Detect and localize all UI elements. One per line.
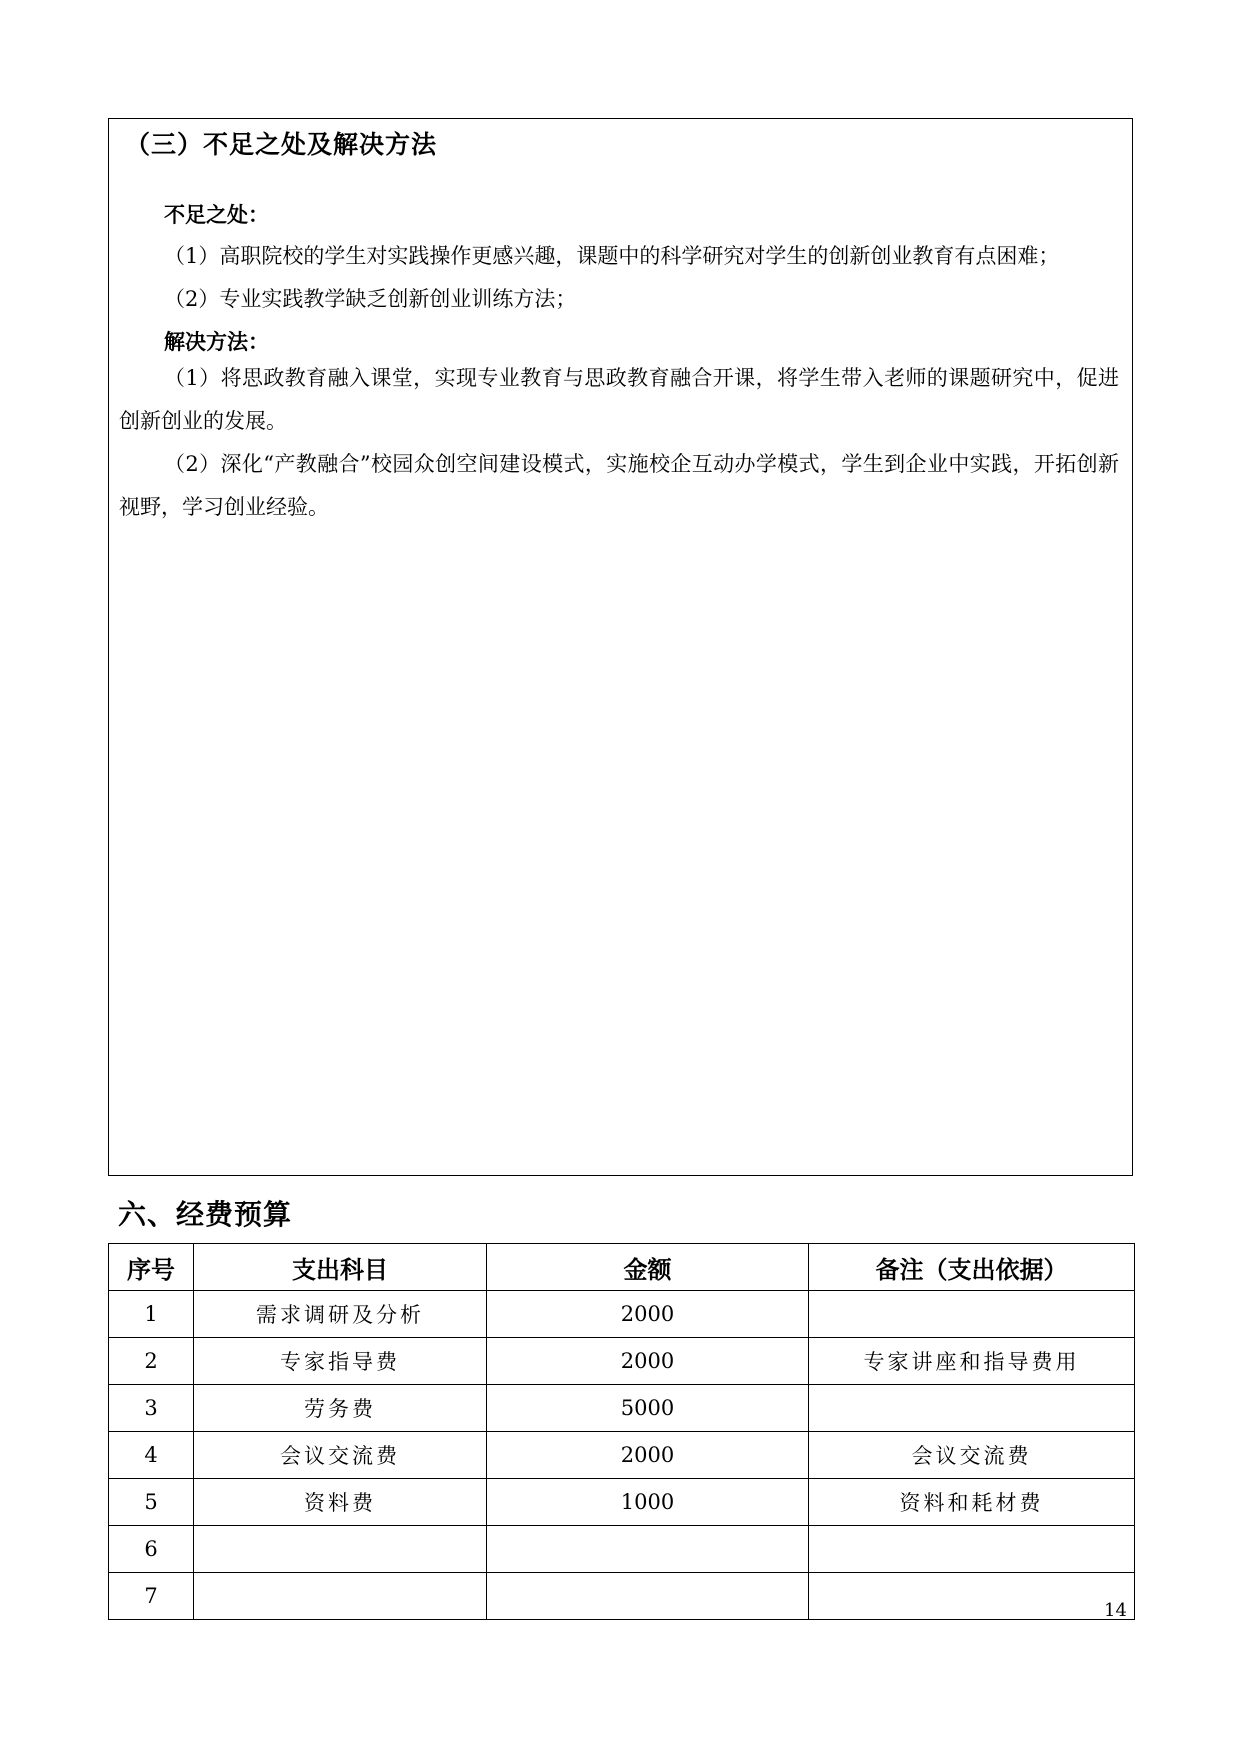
page-number: 14 [1104,1600,1127,1621]
budget-heading: 六、经费预算 [118,1198,293,1231]
row-item: 资料费 [194,1479,487,1526]
row-item: 会议交流费 [194,1432,487,1479]
table-row [109,1385,1135,1432]
section-box [108,118,1133,1176]
solution-item-1: （1）将思政教育融入课堂，实现专业教育与思政教育融合开课，将学生带入老师的课题研究中，促进创新创业的发展。 [119,366,1119,433]
table-row [109,1526,1135,1573]
table-row [109,1291,1135,1338]
table-header-row [109,1244,1135,1291]
row-amount: 2000 [487,1291,809,1338]
row-amount: 2000 [487,1338,809,1385]
row-amount: 2000 [487,1432,809,1479]
table-row [109,1432,1135,1479]
solutions-label: 解决方法： [164,330,269,354]
row-item: 专家指导费 [194,1338,487,1385]
row-amount [487,1573,809,1620]
table-row [109,1573,1135,1620]
row-amount: 5000 [487,1385,809,1432]
budget-table [108,1243,1135,1620]
row-no: 3 [109,1385,194,1432]
solution-item-2: （2）深化“产教融合”校园众创空间建设模式，实施校企互动办学模式，学生到企业中实践，开拓创新视野，学习创业经验。 [119,452,1119,519]
shortcoming-item-1: （1）高职院校的学生对实践操作更感兴趣，课题中的科学研究对学生的创新创业教育有点困难； [164,244,1060,268]
row-item: 需求调研及分析 [194,1291,487,1338]
row-no: 4 [109,1432,194,1479]
row-item: 劳务费 [194,1385,487,1432]
row-note: 会议交流费 [809,1432,1135,1479]
row-no: 5 [109,1479,194,1526]
row-no: 7 [109,1573,194,1620]
col-header-note: 备注（支出依据） [809,1244,1135,1291]
row-note [809,1526,1135,1573]
table-row [109,1479,1135,1526]
row-note: 专家讲座和指导费用 [809,1338,1135,1385]
col-header-amount: 金额 [487,1244,809,1291]
row-item [194,1573,487,1620]
table-row [109,1338,1135,1385]
row-note: 资料和耗材费 [809,1479,1135,1526]
section-title: （三）不足之处及解决方法 [125,130,438,159]
shortcomings-label: 不足之处： [164,203,269,227]
col-header-no: 序号 [109,1244,194,1291]
row-no: 6 [109,1526,194,1573]
row-item [194,1526,487,1573]
row-amount: 1000 [487,1479,809,1526]
row-note [809,1573,1135,1620]
shortcoming-item-2: （2）专业实践教学缺乏创新创业训练方法； [164,287,577,311]
row-no: 1 [109,1291,194,1338]
col-header-item: 支出科目 [194,1244,487,1291]
row-note [809,1385,1135,1432]
row-no: 2 [109,1338,194,1385]
row-amount [487,1526,809,1573]
row-note [809,1291,1135,1338]
